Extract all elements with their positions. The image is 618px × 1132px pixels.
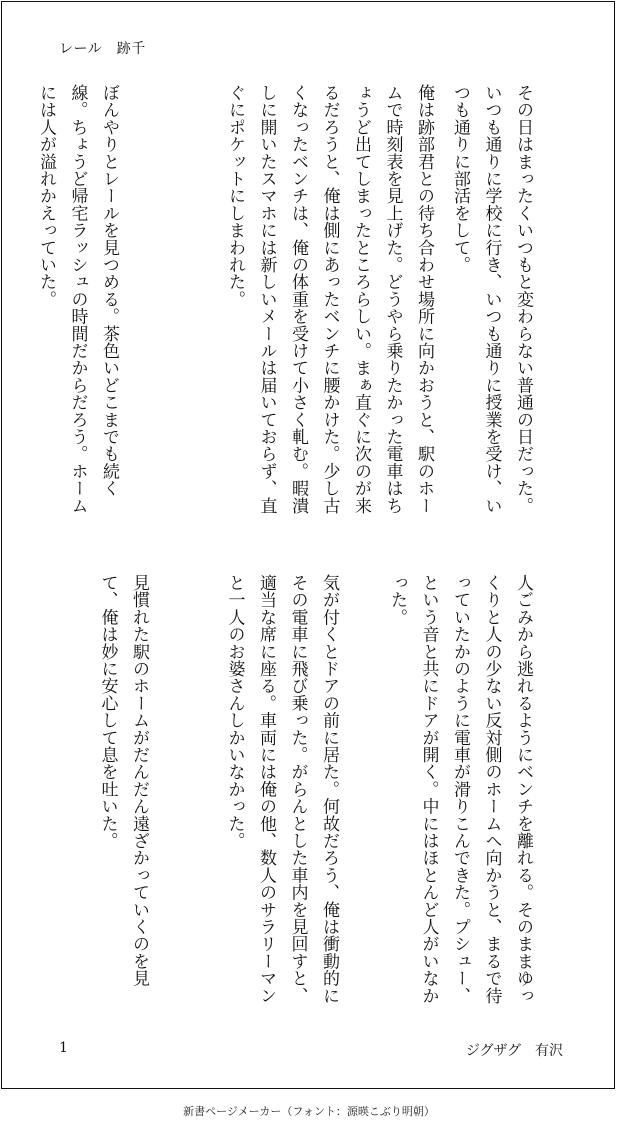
- top-paragraph-2: 俺は跡部君との待ち合わせ場所に向かおうと、駅のホームで時刻表を見上げた。どうやら乗りたかった電車はちょうど出てしまったところらしい。まぁ直ぐに次のが来るだろうと、俺は側にあったベンチに腰かけた。少し古くなったベンチは、俺の体重を受けて小さく軋む。暇潰しに開いたスマホには新しいメールは届いておらず、直ぐにポケットにしまわれた。: [225, 84, 434, 514]
- book-page: [1, 1, 615, 1089]
- bottom-paragraph-2: 気が付くとドアの前に居た。何故だろう、俺は衝動的にその電車に飛び乗った。がらんとした車内を見回すと、適当な席に座る。車両には俺の他、数人のサラリーマンと一人のお婆さんしかいなかった。: [224, 574, 339, 1004]
- top-paragraph-3: ぼんやりとレールを見つめる。茶色いどこまでも続く線。ちょうど帰宅ラッシュの時間だからだろう。ホームには人が溢れかえっていた。: [36, 84, 119, 514]
- top-paragraph-1: その日はまったくいつもと変わらない普通の日だった。いつも通りに学校に行き、いつも通りに授業を受け、いつも通りに部活をして。: [450, 84, 533, 514]
- author-name: ジグザグ 有沢: [465, 1043, 563, 1059]
- page-number: 1: [59, 1040, 68, 1056]
- bottom-paragraph-1: 人ごみから逃れるようにベンチを離れる。そのままゆっくりと人の少ない反対側のホームへ向かうと、まるで待っていたかのように電車が滑りこんできた。プシュー、という音と共にドアが開く。中にはほとんど人がいなかった。: [387, 574, 533, 1004]
- generator-caption: 新書ページメーカー（フォント：源暎こぶり明朝）: [183, 1105, 435, 1118]
- running-header: レール 跡千: [59, 41, 146, 57]
- bottom-paragraph-3: 見慣れた駅のホームがだんだん遠ざかっていくのを見て、俺は妙に安心して息を吐いた。: [97, 574, 149, 987]
